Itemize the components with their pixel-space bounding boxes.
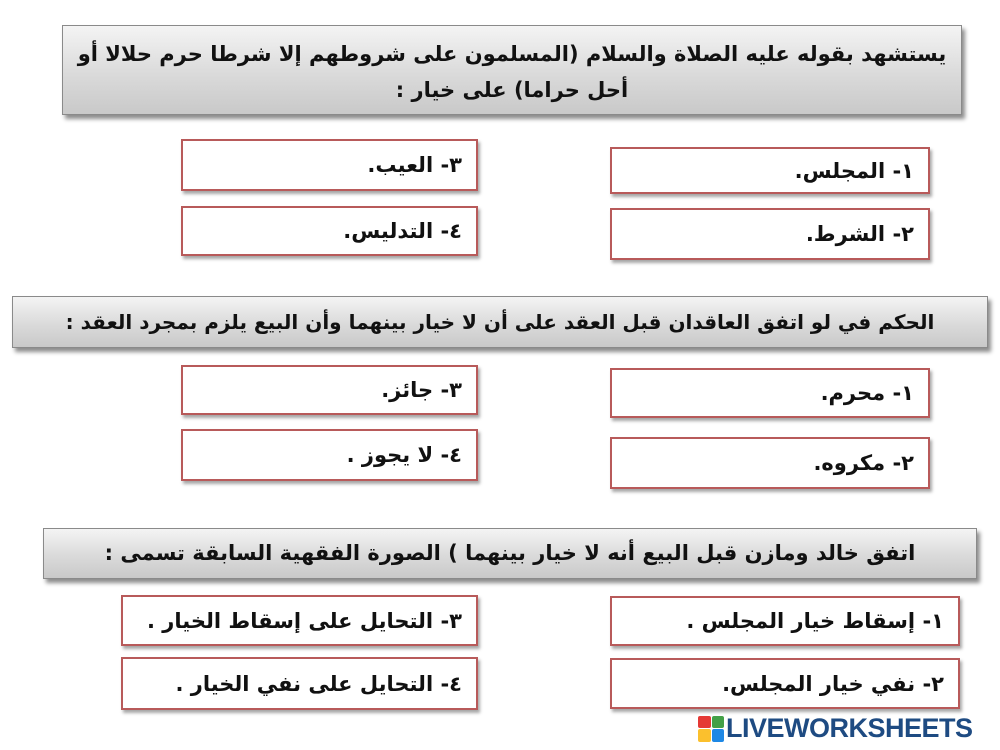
option-label: ٣- العيب.: [367, 153, 462, 177]
q2-option-4[interactable]: [181, 429, 478, 481]
logo-square-green: [712, 716, 725, 729]
option-label: ٢- مكروه.: [813, 451, 914, 475]
option-label: ٢- نفي خيار المجلس.: [722, 671, 944, 696]
q2-option-1[interactable]: [610, 368, 930, 418]
q2-option-2[interactable]: [610, 437, 930, 489]
liveworksheets-logo-text: LIVEWORKSHEETS: [726, 713, 973, 743]
question-3-text: اتفق خالد ومازن قبل البيع أنه لا خيار بينهما ) الصورة الفقهية السابقة تسمى :: [104, 541, 916, 565]
option-label: ٣- جائز.: [381, 378, 462, 402]
question-2-text: الحكم في لو اتفق العاقدان قبل العقد على أن لا خيار بينهما وأن البيع يلزم بمجرد العقد :: [65, 310, 935, 334]
logo-square-red: [698, 716, 711, 729]
question-3-box: [43, 528, 977, 579]
option-label: ٤- التدليس.: [343, 219, 462, 243]
q2-option-3[interactable]: [181, 365, 478, 415]
question-1-text: يستشهد بقوله عليه الصلاة والسلام (المسلمون على شروطهم إلا شرطا حرم حلالا أو أحل حراما) على خيار :: [77, 42, 947, 102]
logo-square-blue: [712, 729, 725, 742]
liveworksheets-logo-icon: [698, 716, 724, 742]
option-label: ٣- التحايل على إسقاط الخيار .: [147, 608, 462, 633]
q3-option-2[interactable]: [610, 658, 960, 709]
option-label: ٢- الشرط.: [805, 222, 914, 246]
liveworksheets-logo: [698, 713, 973, 744]
q1-option-1[interactable]: [610, 147, 930, 194]
option-label: ١- محرم.: [820, 381, 914, 405]
q1-option-2[interactable]: [610, 208, 930, 260]
logo-square-yellow: [698, 729, 711, 742]
q3-option-4[interactable]: [121, 657, 478, 710]
option-label: ١- المجلس.: [794, 158, 914, 183]
q1-option-3[interactable]: [181, 139, 478, 191]
q1-option-4[interactable]: [181, 206, 478, 256]
q3-option-3[interactable]: [121, 595, 478, 646]
option-label: ٤- التحايل على نفي الخيار .: [175, 671, 462, 696]
question-2-box: [12, 296, 988, 348]
question-1-box: [62, 25, 962, 115]
q3-option-1[interactable]: [610, 596, 960, 646]
option-label: ١- إسقاط خيار المجلس .: [686, 609, 944, 633]
option-label: ٤- لا يجوز .: [346, 443, 462, 467]
